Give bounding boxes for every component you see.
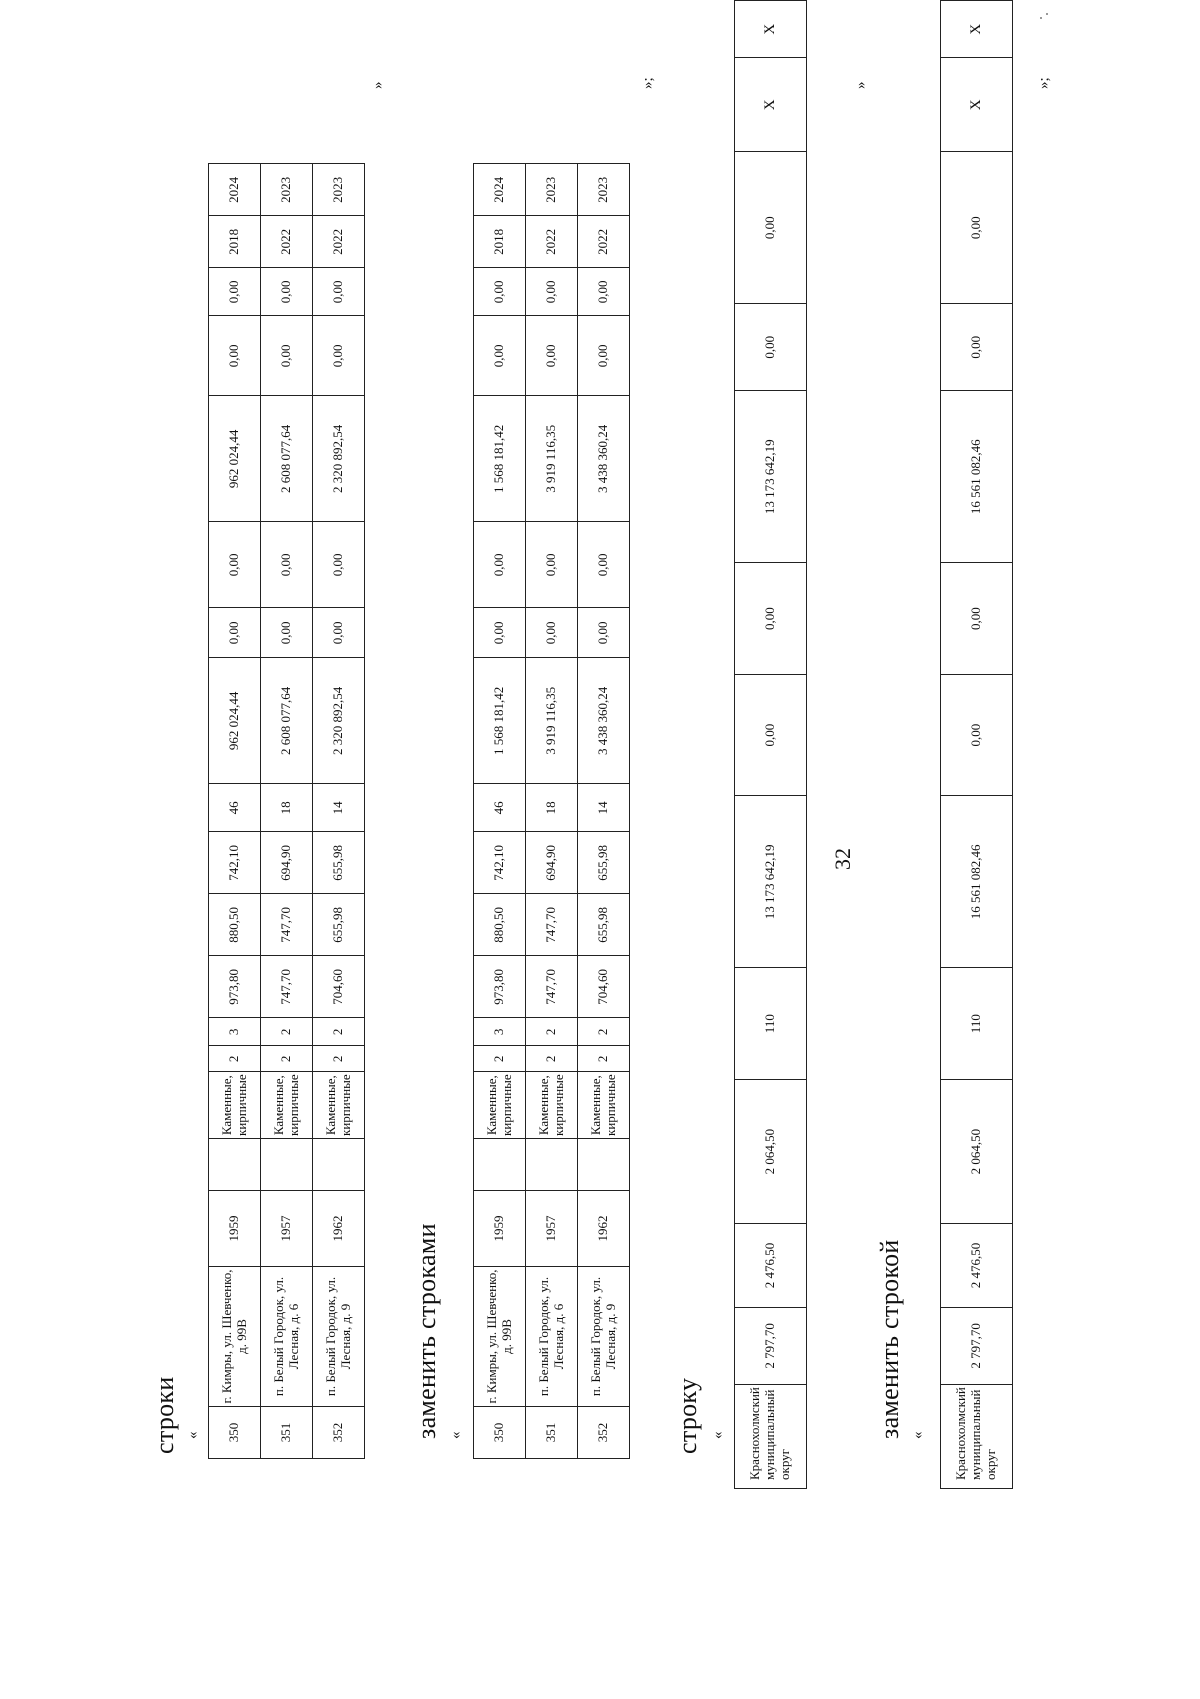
- table-cell: [261, 1139, 313, 1191]
- table-cell: 2: [474, 1046, 526, 1072]
- table-cell: 0,00: [941, 152, 1013, 304]
- table-cell: 0,00: [578, 522, 630, 608]
- table-cell: 2023: [313, 164, 365, 216]
- section-heading-row: строку: [673, 1377, 702, 1454]
- table-cell: 2 608 077,64: [261, 658, 313, 784]
- table-cell: 2 476,50: [941, 1224, 1013, 1307]
- table-cell: 0,00: [735, 674, 807, 796]
- close-quote: »;: [640, 77, 656, 89]
- table-cell: [474, 1139, 526, 1191]
- scan-speck: [1046, 13, 1048, 15]
- table-cell: п. Белый Городок, ул. Лесная, д. 6: [261, 1267, 313, 1407]
- table-cell: 0,00: [474, 608, 526, 658]
- table-cell: 1962: [313, 1191, 365, 1267]
- table-cell: 704,60: [313, 956, 365, 1018]
- close-quote: »: [853, 81, 869, 89]
- open-quote: «: [710, 1431, 726, 1439]
- table-cell: 2024: [209, 164, 261, 216]
- open-quote: «: [910, 1431, 926, 1439]
- table-cell: 2: [261, 1018, 313, 1046]
- table-cell: 0,00: [474, 268, 526, 316]
- rows-table-original: [208, 163, 365, 1459]
- table-cell: 694,90: [526, 832, 578, 894]
- table-cell: 3: [474, 1018, 526, 1046]
- table-cell: 46: [209, 784, 261, 832]
- table-cell: 0,00: [735, 563, 807, 675]
- table-cell: 2022: [526, 216, 578, 268]
- open-quote: «: [185, 1431, 201, 1439]
- table-cell: 1962: [578, 1191, 630, 1267]
- table-cell: 110: [735, 968, 807, 1080]
- table-cell: [578, 1139, 630, 1191]
- table-cell: 2018: [209, 216, 261, 268]
- table-cell: 1959: [474, 1191, 526, 1267]
- table-cell: 0,00: [209, 316, 261, 396]
- table-cell: 3 438 360,24: [578, 658, 630, 784]
- table-cell: 0,00: [735, 152, 807, 304]
- table-row: [261, 164, 313, 1459]
- table-cell: 2018: [474, 216, 526, 268]
- table-cell: 2 797,70: [735, 1307, 807, 1384]
- table-cell: 2022: [578, 216, 630, 268]
- table-row: [313, 164, 365, 1459]
- table-cell: 1957: [526, 1191, 578, 1267]
- table-cell: 2023: [578, 164, 630, 216]
- table-cell: Краснохолмский муниципальный округ: [735, 1385, 807, 1489]
- table-cell: [313, 1139, 365, 1191]
- table-cell: 0,00: [578, 268, 630, 316]
- table-cell: 0,00: [261, 522, 313, 608]
- table-cell: Каменные, кирпичные: [261, 1072, 313, 1139]
- section-heading-replace-row: заменить строкой: [875, 1239, 904, 1439]
- page-number: 32: [830, 848, 855, 870]
- table-cell: 18: [526, 784, 578, 832]
- table-cell: 14: [313, 784, 365, 832]
- table-cell: 16 561 082,46: [941, 391, 1013, 563]
- table-cell: 2: [313, 1018, 365, 1046]
- table-cell: Каменные, кирпичные: [474, 1072, 526, 1139]
- table-cell: 0,00: [261, 268, 313, 316]
- table-cell: Каменные, кирпичные: [578, 1072, 630, 1139]
- table-cell: 747,70: [261, 956, 313, 1018]
- table-cell: Каменные, кирпичные: [526, 1072, 578, 1139]
- table-row: [526, 164, 578, 1459]
- table-cell: 2 476,50: [735, 1224, 807, 1307]
- table-cell: 0,00: [526, 522, 578, 608]
- table-cell: 3 919 116,35: [526, 658, 578, 784]
- table-cell: 2: [526, 1046, 578, 1072]
- table-cell: 351: [526, 1407, 578, 1459]
- table-cell: X: [735, 58, 807, 152]
- table-cell: 0,00: [313, 522, 365, 608]
- table-cell: 655,98: [578, 894, 630, 956]
- table-cell: [209, 1139, 261, 1191]
- table-cell: 13 173 642,19: [735, 391, 807, 563]
- table-row: [735, 1, 807, 1489]
- table-cell: 2: [313, 1046, 365, 1072]
- table-cell: X: [941, 1, 1013, 58]
- table-row: [578, 164, 630, 1459]
- table-cell: 0,00: [941, 674, 1013, 796]
- table-cell: 110: [941, 968, 1013, 1080]
- table-cell: 0,00: [526, 608, 578, 658]
- section-heading-replace-rows: заменить строками: [412, 1223, 441, 1439]
- table-cell: 704,60: [578, 956, 630, 1018]
- table-cell: 0,00: [526, 316, 578, 396]
- table-cell: п. Белый Городок, ул. Лесная, д. 9: [313, 1267, 365, 1407]
- table-cell: 0,00: [941, 563, 1013, 675]
- table-cell: 2: [261, 1046, 313, 1072]
- table-cell: 0,00: [313, 608, 365, 658]
- table-cell: 880,50: [474, 894, 526, 956]
- table-row: [474, 164, 526, 1459]
- table-row: [941, 1, 1013, 1489]
- table-cell: 2022: [313, 216, 365, 268]
- table-cell: 1 568 181,42: [474, 658, 526, 784]
- table-cell: 747,70: [526, 894, 578, 956]
- table-cell: 2: [526, 1018, 578, 1046]
- table-cell: 0,00: [313, 316, 365, 396]
- table-cell: 2: [578, 1018, 630, 1046]
- table-cell: 973,80: [209, 956, 261, 1018]
- table-cell: 350: [209, 1407, 261, 1459]
- total-table-original: [734, 0, 807, 1489]
- table-cell: 3: [209, 1018, 261, 1046]
- table-cell: 1 568 181,42: [474, 396, 526, 522]
- table-cell: 2023: [261, 164, 313, 216]
- table-cell: 742,10: [209, 832, 261, 894]
- close-quote: »;: [1036, 77, 1052, 89]
- table-cell: 2023: [526, 164, 578, 216]
- table-cell: п. Белый Городок, ул. Лесная, д. 9: [578, 1267, 630, 1407]
- table-cell: 2: [209, 1046, 261, 1072]
- table-cell: 655,98: [313, 894, 365, 956]
- table-cell: 0,00: [474, 522, 526, 608]
- table-cell: 2 064,50: [941, 1079, 1013, 1223]
- table-cell: [526, 1139, 578, 1191]
- table-cell: 0,00: [526, 268, 578, 316]
- table-cell: 2022: [261, 216, 313, 268]
- table-cell: 880,50: [209, 894, 261, 956]
- table-cell: 13 173 642,19: [735, 796, 807, 968]
- table-cell: 0,00: [209, 522, 261, 608]
- table-cell: 747,70: [261, 894, 313, 956]
- table-cell: г. Кимры, ул. Шевченко, д. 99В: [474, 1267, 526, 1407]
- table-cell: 0,00: [261, 608, 313, 658]
- table-cell: 14: [578, 784, 630, 832]
- total-table-replacement: [940, 0, 1013, 1489]
- table-cell: 2: [578, 1046, 630, 1072]
- table-cell: 16 561 082,46: [941, 796, 1013, 968]
- table-cell: 1957: [261, 1191, 313, 1267]
- table-cell: 742,10: [474, 832, 526, 894]
- table-cell: 351: [261, 1407, 313, 1459]
- table-cell: 694,90: [261, 832, 313, 894]
- table-cell: 18: [261, 784, 313, 832]
- section-heading-rows: строки: [150, 1376, 179, 1454]
- table-cell: Краснохолмский муниципальный округ: [941, 1385, 1013, 1489]
- table-cell: X: [735, 1, 807, 58]
- table-cell: 2 320 892,54: [313, 658, 365, 784]
- rows-table-replacement: [473, 163, 630, 1459]
- table-cell: 655,98: [313, 832, 365, 894]
- close-quote: »: [370, 81, 386, 89]
- table-cell: 2 064,50: [735, 1079, 807, 1223]
- table-cell: 2 797,70: [941, 1307, 1013, 1384]
- table-cell: 2 608 077,64: [261, 396, 313, 522]
- table-cell: 962 024,44: [209, 658, 261, 784]
- table-cell: 0,00: [261, 316, 313, 396]
- scan-speck: [1040, 17, 1042, 19]
- table-cell: п. Белый Городок, ул. Лесная, д. 6: [526, 1267, 578, 1407]
- open-quote: «: [448, 1431, 464, 1439]
- table-cell: 2024: [474, 164, 526, 216]
- table-cell: 0,00: [735, 304, 807, 391]
- table-cell: 973,80: [474, 956, 526, 1018]
- table-cell: 0,00: [313, 268, 365, 316]
- table-cell: 46: [474, 784, 526, 832]
- table-row: [209, 164, 261, 1459]
- table-cell: 0,00: [209, 268, 261, 316]
- table-cell: 352: [313, 1407, 365, 1459]
- table-cell: г. Кимры, ул. Шевченко, д. 99В: [209, 1267, 261, 1407]
- table-cell: 962 024,44: [209, 396, 261, 522]
- table-cell: 3 919 116,35: [526, 396, 578, 522]
- table-cell: 3 438 360,24: [578, 396, 630, 522]
- table-cell: 655,98: [578, 832, 630, 894]
- table-cell: 350: [474, 1407, 526, 1459]
- table-cell: 0,00: [941, 304, 1013, 391]
- table-cell: 0,00: [209, 608, 261, 658]
- table-cell: 0,00: [578, 608, 630, 658]
- table-cell: 0,00: [578, 316, 630, 396]
- table-cell: Каменные, кирпичные: [313, 1072, 365, 1139]
- table-cell: 747,70: [526, 956, 578, 1018]
- table-cell: 1959: [209, 1191, 261, 1267]
- table-cell: 352: [578, 1407, 630, 1459]
- table-cell: 0,00: [474, 316, 526, 396]
- table-cell: Каменные, кирпичные: [209, 1072, 261, 1139]
- table-cell: X: [941, 58, 1013, 152]
- table-cell: 2 320 892,54: [313, 396, 365, 522]
